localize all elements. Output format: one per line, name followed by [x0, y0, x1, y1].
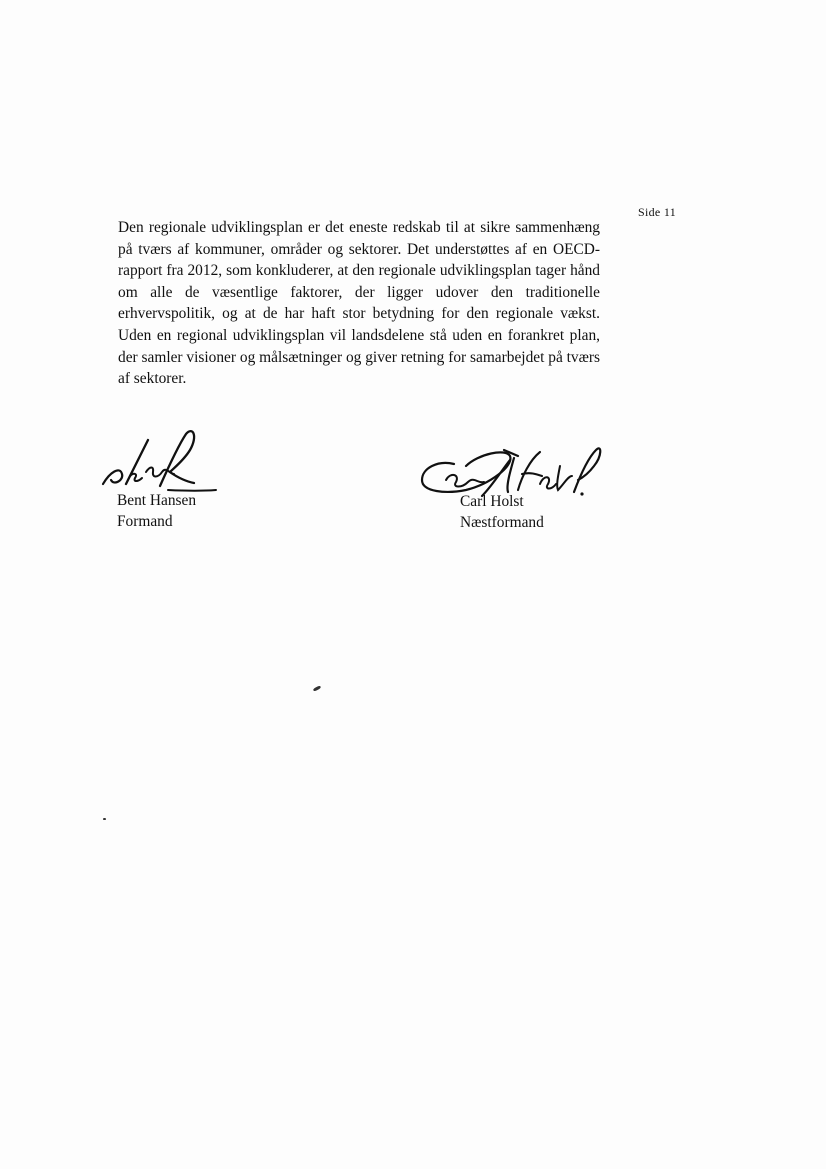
signatory-title: Næstformand: [460, 514, 544, 531]
signatory-name: Carl Holst: [460, 493, 524, 510]
signature-block-right: [460, 491, 544, 533]
signature-block-left: [117, 490, 196, 532]
signatory-title: Formand: [117, 513, 173, 530]
signatory-name: Bent Hansen: [117, 492, 197, 509]
scan-speck: [103, 818, 106, 820]
scan-speck: [313, 685, 321, 691]
page-number: Side 11: [638, 205, 676, 219]
body-paragraph: Den regionale udviklingsplan er det eneste redskab til at sikre sammenhæng på tværs af kommuner, områder og sektorer. Det understøttes af en OECD-rapport fra 2012, som konkluderer, at den regionale udviklingsplan tager hånd om alle de væsentlige faktorer, der ligger udover den traditionelle erhvervspolitik, og at de har haft stor betydning for den regionale vækst. Uden en regional udviklingsplan vil landsdelene stå uden en forankret plan, der samler visioner og målsætninger og giver retning for samarbejdet på tværs af sektorer.: [118, 219, 600, 388]
